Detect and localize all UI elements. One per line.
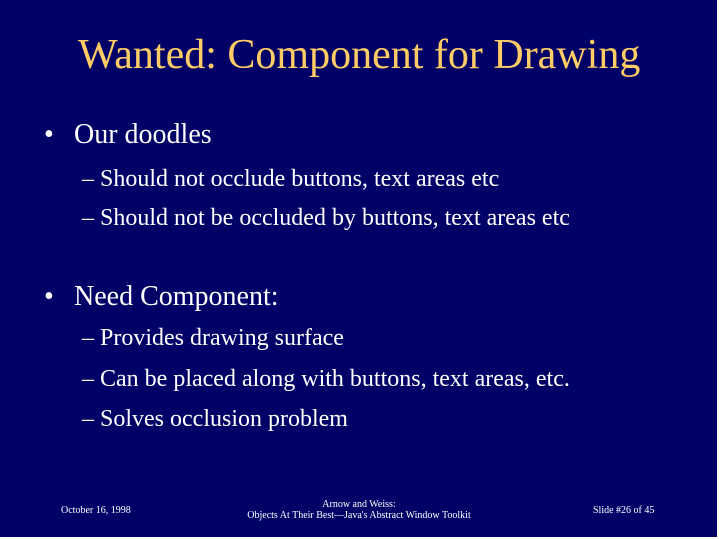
bullet-need-component [44,281,279,313]
subitem: – Provides drawing surface [82,325,344,351]
footer-slide-number: Slide #26 of 45 [593,505,655,516]
bullet-text: Our doodles [74,119,212,150]
footer-authors: Arnow and Weiss: [322,499,396,510]
bullet-text: Need Component: [74,281,279,312]
bullet-marker: • [44,119,54,150]
subitem: – Should not be occluded by buttons, text areas etc [82,205,570,231]
bullet-marker: • [44,281,54,312]
subitem: – Should not occlude buttons, text areas etc [82,166,500,192]
subitem: – Can be placed along with buttons, text areas, etc. [82,366,570,392]
slide-title: Wanted: Component for Drawing [78,32,641,78]
subitem: – Solves occlusion problem [82,406,348,432]
footer-date: October 16, 1998 [61,505,131,516]
footer-book-title: Objects At Their Best—Java's Abstract Window Toolkit [247,510,471,521]
bullet-our-doodles [44,119,212,151]
